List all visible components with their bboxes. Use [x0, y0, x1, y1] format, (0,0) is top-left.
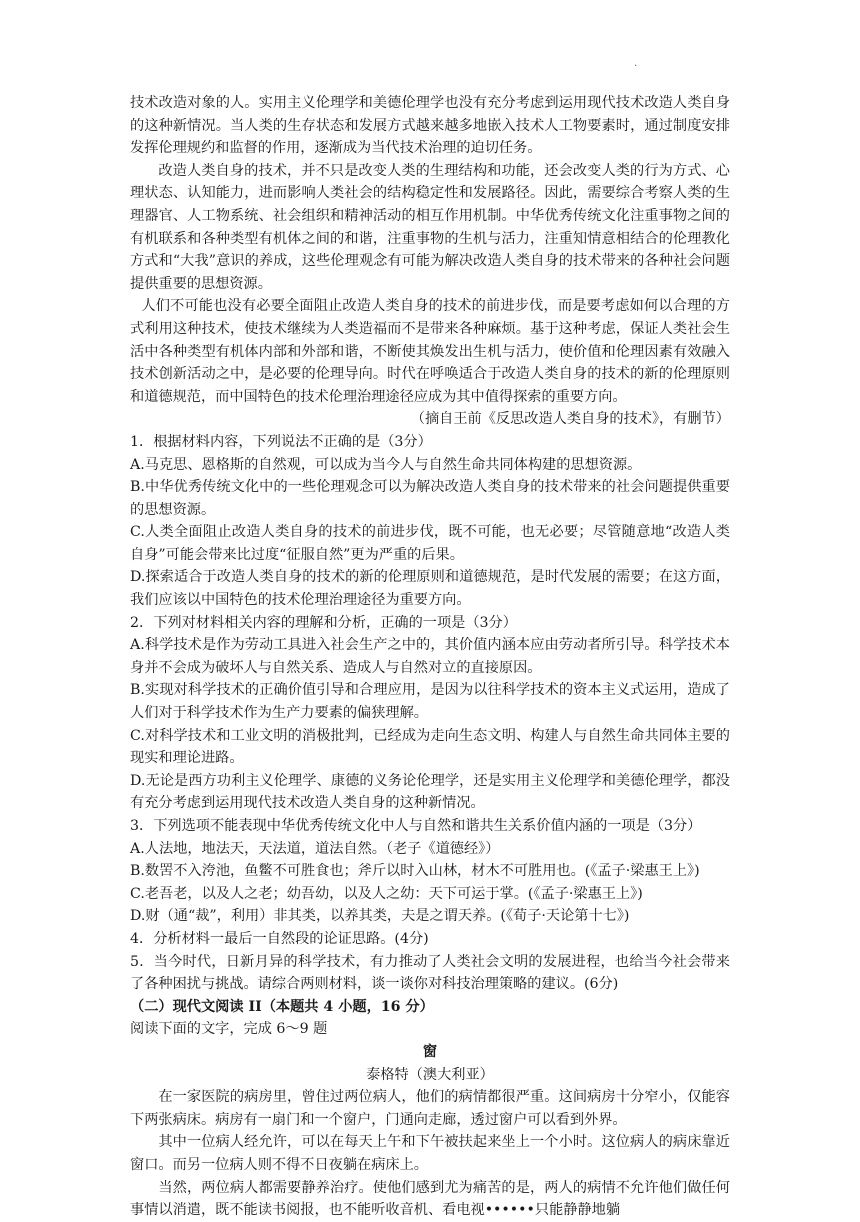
passage-paragraph: 改造人类自身的技术，并不只是改变人类的生理结构和功能，还会改变人类的行为方式、心理状态、认知能力，进而影响人类社会的结构稳定性和发展路径。因此，需要综合考察人类的生理器官、人工物系统、社会组织和精神活动的相互作用机制。中华优秀传统文化注重事物之间的有机联系和各种类型有机体之间的和谐，注重事物的生机与活力，注重知情意相结合的伦理教化方式和“大我”意识的养成，这些伦理观念有可能为解决改造人类自身的技术带来的各种社会问题提供重要的思想资源。: [130, 162, 730, 292]
story-author: 泰格特（澳大利亚）: [366, 1066, 494, 1083]
story-paragraph: 当然，两位病人都需要静养治疗。使他们感到尤为痛苦的是，两人的病情不允许他们做任何事情以消遣，既不能读书阅报，也不能听收音机、看电视••••••只能静静地躺: [130, 1179, 730, 1219]
option-c: C.对科学技术和工业文明的消极批判，已经成为走向生态文明、构建人与自然生命共同体主要的现实和理论进路。: [130, 727, 730, 767]
option-a: A.科学技术是作为劳动工具进入社会生产之中的，其价值内涵本应由劳动者所引导。科学技术本身并不会成为破坏人与自然关系、造成人与自然对立的直接原因。: [130, 637, 730, 676]
story-paragraph: 在一家医院的病房里，曾住过两位病人，他们的病情都很严重。这间病房十分窄小，仅能容下两张病床。病房有一扇门和一个窗户，门通向走廊，透过窗户可以看到外界。: [130, 1089, 730, 1128]
option-b: B.数罟不入洿池，鱼鳖不可胜食也；斧斤以时入山林，材木不可胜用也。(《孟子·梁惠王上》): [130, 863, 700, 880]
option-a: A.人法地，地法天，天法道，道法自然。（老子《道德经》）: [130, 840, 500, 857]
option-a: A.马克思、恩格斯的自然观，可以成为当今人与自然生命共同体构建的思想资源。: [130, 456, 642, 473]
story-paragraph: 其中一位病人经允许，可以在每天上午和下午被扶起来坐上一个小时。这位病人的病床靠近窗口。而另一位病人则不得不日夜躺在病床上。: [130, 1134, 730, 1173]
option-b: B.中华优秀传统文化中的一些伦理观念可以为解决改造人类自身的技术带来的社会问题提供重要的思想资源。: [130, 479, 730, 518]
option-d: D.财（通“裁”，利用）非其类，以养其类，夫是之谓天养。(《荀子·天论第十七》): [130, 908, 630, 925]
header-dot: .: [634, 58, 638, 69]
option-c: C.老吾老，以及人之老；幼吾幼，以及人之幼：天下可运于掌。(《孟子·梁惠王上》): [130, 885, 643, 902]
question-stem: 5．当今时代，日新月异的科学技术，有力推动了人类社会文明的发展进程，也给当今社会带来了各种困扰与挑战。请综合两则材料，谈一谈你对科技治理策略的建议。(6分): [130, 953, 730, 993]
passage-source: （摘自王前《反思改造人类自身的技术》，有删节）: [410, 411, 730, 428]
question-stem: 3．下列选项不能表现中华优秀传统文化中人与自然和谐共生关系价值内涵的一项是（3分）: [130, 818, 702, 834]
passage-paragraph: 技术改造对象的人。实用主义伦理学和美德伦理学也没有充分考虑到运用现代技术改造人类自身的这种新情况。当人类的生存状态和发展方式越来越多地嵌入技术人工物要素时，通过制度安排发挥伦理规约和监督的作用，逐渐成为当代技术治理的迫切任务。: [130, 95, 730, 157]
passage-paragraph: 人们不可能也没有必要全面阻止改造人类自身的技术的前进步伐，而是要考虑如何以合理的方式利用这种技术，使技术继续为人类造福而不是带来各种麻烦。基于这种考虑，保证人类社会生活中各种类型有机体内部和外部和谐，不断使其焕发出生机与活力，使价值和伦理因素有效融入技术创新活动之中，是必要的伦理导向。时代在呼唤适合于改造人类自身的技术的新的伦理原则和道德规范，而中国特色的技术伦理治理途径应成为其中值得探索的重要方向。: [130, 298, 730, 405]
question-stem: 4．分析材料一最后一自然段的论证思路。(4分): [130, 930, 429, 947]
story-title: 窗: [422, 1043, 438, 1060]
option-d: D.探索适合于改造人类自身的技术的新的伦理原则和道德规范，是时代发展的需要；在这方面，我们应该以中国特色的技术伦理治理途径为重要方向。: [130, 569, 730, 609]
question-stem: 2．下列对材料相关内容的理解和分析，正确的一项是（3分）: [130, 614, 517, 631]
section-instruction: 阅读下面的文字，完成 6～9 题: [130, 1021, 328, 1038]
option-c: C.人类全面阻止改造人类自身的技术的前进步伐，既不可能，也无必要；尽管随意地“改造人类自身”可能会带来比过度“征服自然”更为严重的后果。: [130, 524, 730, 563]
option-d: D.无论是西方功利主义伦理学、康德的义务论伦理学，还是实用主义伦理学和美德伦理学，都没有充分考虑到运用现代技术改造人类自身的这种新情况。: [130, 772, 730, 812]
option-b: B.实现对科学技术的正确价值引导和合理应用，是因为以往科学技术的资本主义式运用，造成了人们对于科学技术作为生产力要素的偏狭理解。: [130, 682, 730, 722]
question-stem: 1．根据材料内容，下列说法不正确的是（3分）: [130, 433, 432, 450]
content-column: [130, 92, 730, 1222]
section-heading: （二）现代文阅读 II（本题共 4 小题，16 分）: [130, 998, 434, 1015]
